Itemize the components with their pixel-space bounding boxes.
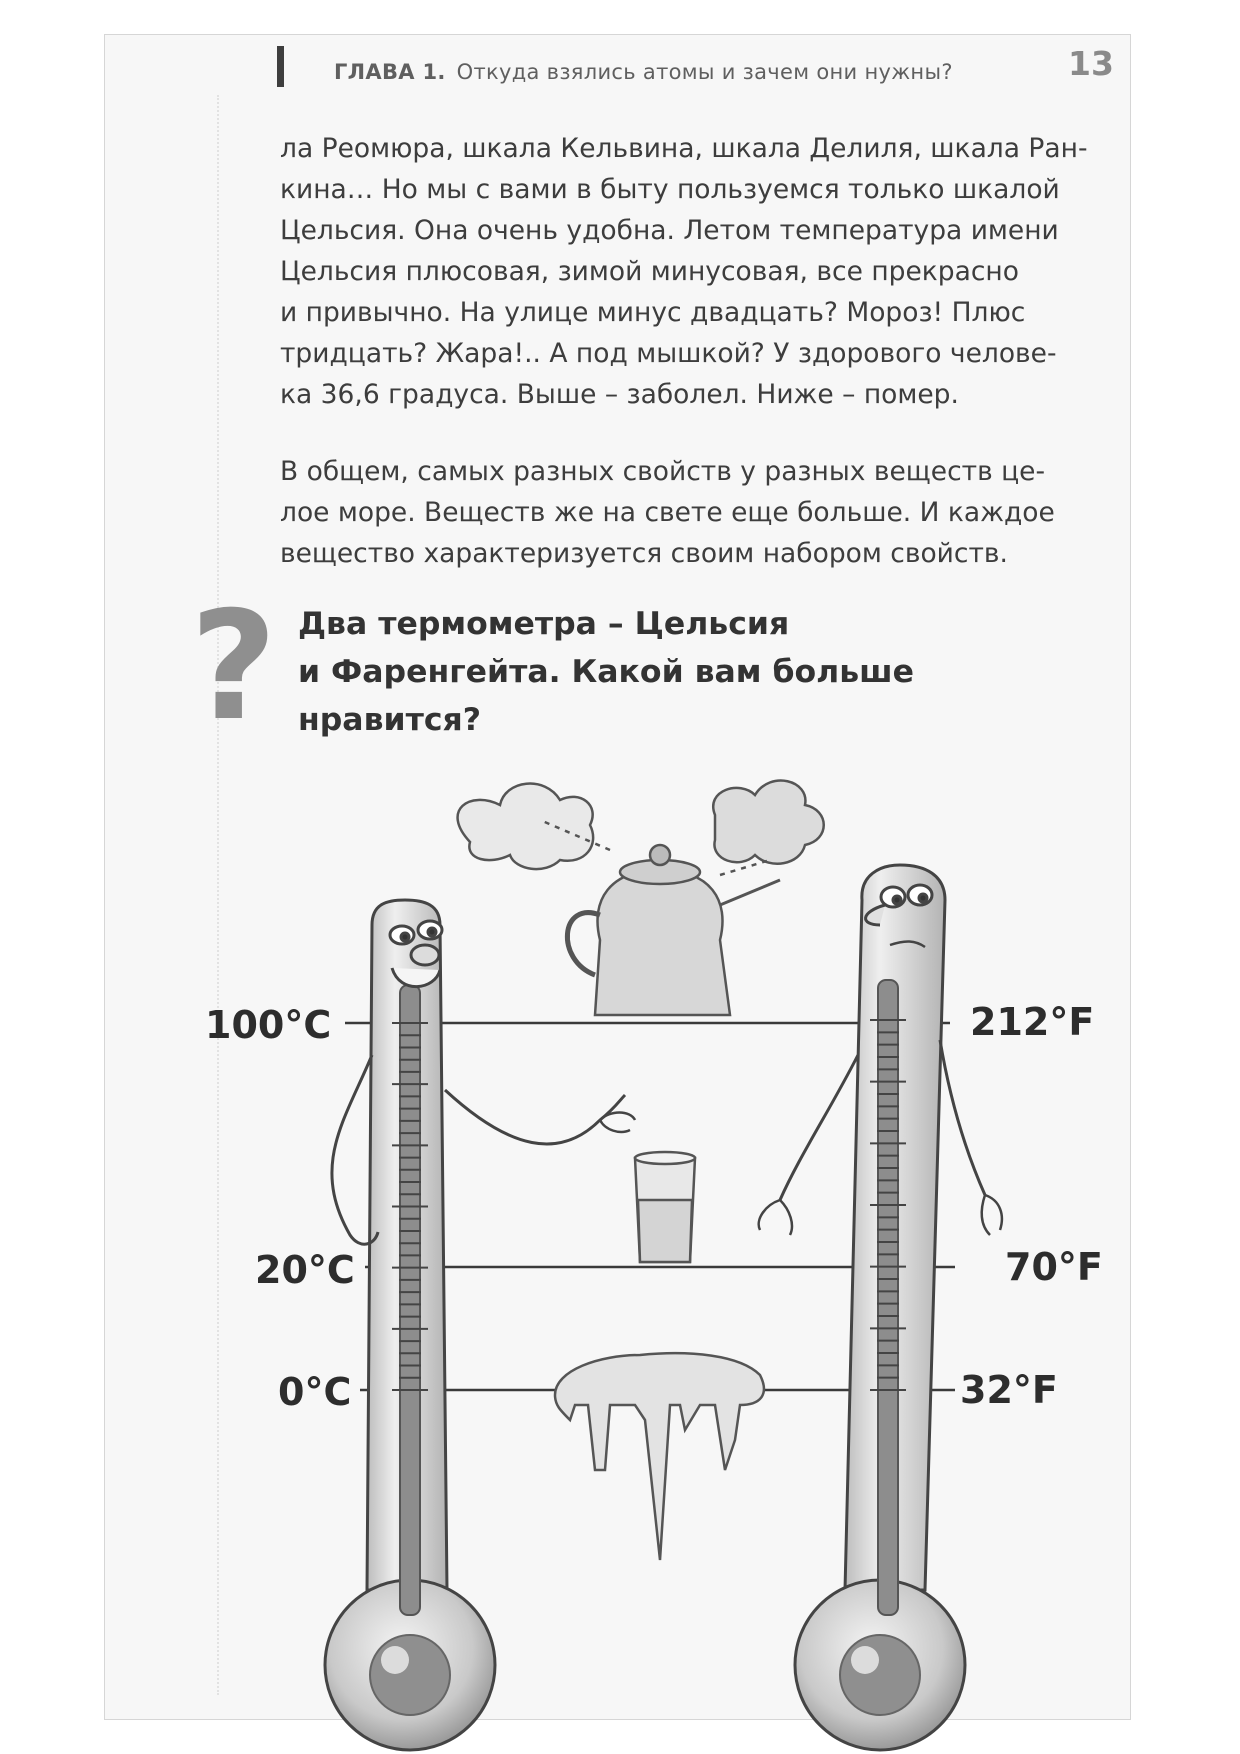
celsius-thermometer	[325, 900, 635, 1750]
question-line: нравится?	[298, 702, 482, 738]
text-line: Цельсия. Она очень удобна. Летом температура имени	[280, 215, 1059, 246]
chapter-label: ГЛАВА 1.	[334, 60, 446, 84]
question-line: Два термометра – Цельсия	[298, 606, 790, 642]
text-line: кина… Но мы с вами в быту пользуемся только шкалой	[280, 174, 1060, 205]
text-line: ла Реомюра, шкала Кельвина, шкала Делиля, шкала Ран-	[280, 133, 1088, 164]
kettle-icon	[458, 781, 824, 1015]
fahrenheit-thermometer	[759, 865, 1002, 1750]
celsius-label-100: 100°C	[205, 1003, 332, 1047]
fahrenheit-label-212: 212°F	[970, 1000, 1095, 1044]
question-line: и Фаренгейта. Какой вам больше	[298, 654, 914, 690]
question-mark-icon: ?	[190, 580, 278, 754]
fahrenheit-label-70: 70°F	[1005, 1245, 1103, 1289]
fahrenheit-label-32: 32°F	[960, 1368, 1058, 1412]
text-line: вещество характеризуется своим набором свойств.	[280, 538, 1008, 569]
text-line: лое море. Веществ же на свете еще больше. И каждое	[280, 497, 1055, 528]
celsius-label-20: 20°C	[255, 1248, 355, 1292]
text-line: и привычно. На улице минус двадцать? Мороз! Плюс	[280, 297, 1026, 328]
celsius-label-0: 0°C	[278, 1370, 352, 1414]
text-line: В общем, самых разных свойств у разных веществ це-	[280, 456, 1046, 487]
text-line: ка 36,6 градуса. Выше – заболел. Ниже – помер.	[280, 379, 959, 410]
text-line: Цельсия плюсовая, зимой минусовая, все прекрасно	[280, 256, 1019, 287]
ice-block-icon	[555, 1353, 764, 1560]
glass-icon	[635, 1152, 695, 1262]
text-line: тридцать? Жара!.. А под мышкой? У здорового челове-	[280, 338, 1057, 369]
chapter-title: Откуда взялись атомы и зачем они нужны?	[456, 60, 953, 84]
page-number: 13	[1068, 44, 1114, 83]
